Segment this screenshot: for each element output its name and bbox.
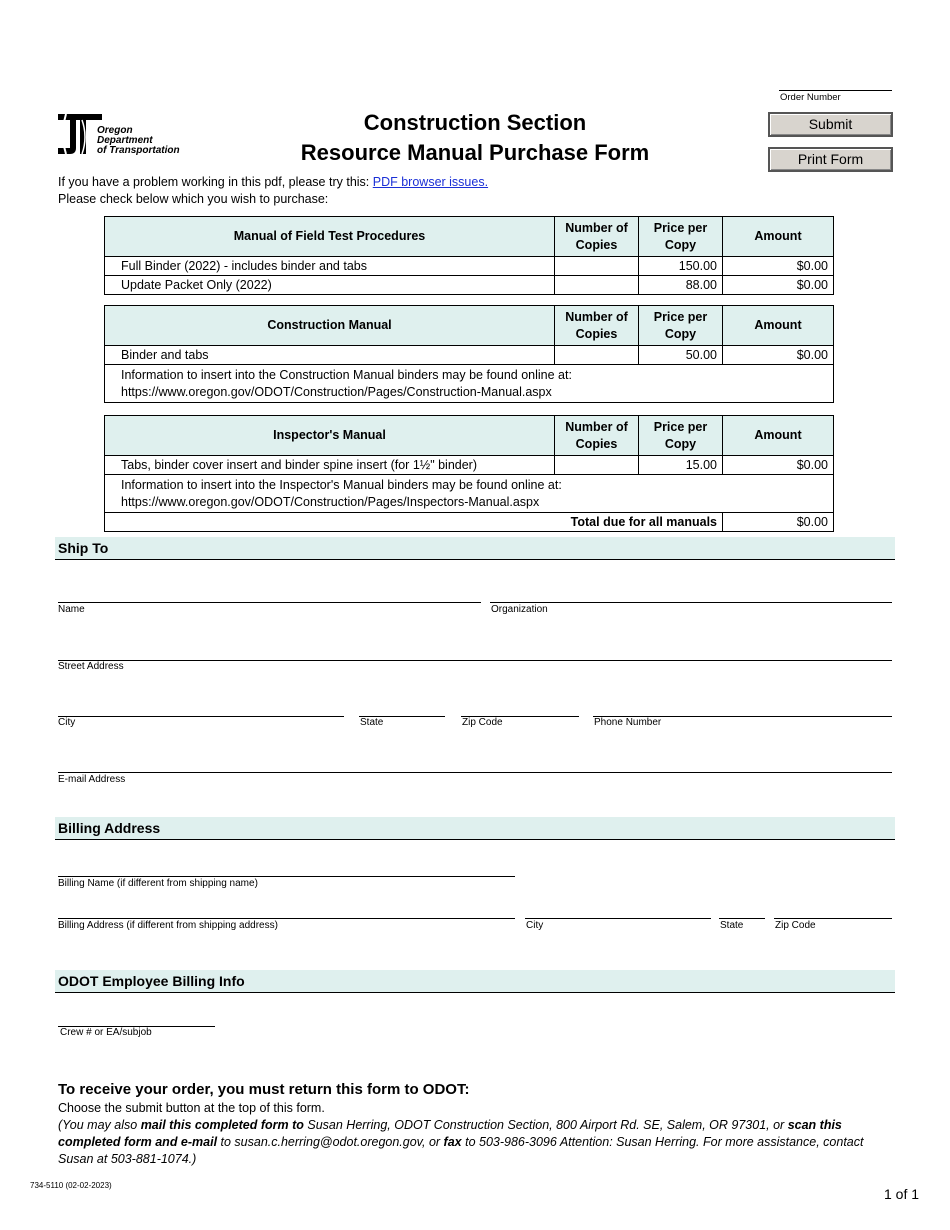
table-row: Update Packet Only (2022) 88.00 $0.00 (105, 276, 834, 295)
total-value: $0.00 (723, 513, 834, 532)
page-number: 1 of 1 (884, 1186, 920, 1202)
page-subtitle: Resource Manual Purchase Form (300, 140, 650, 165)
construction-manual-table (104, 305, 834, 403)
copies-input[interactable] (555, 276, 639, 295)
city-field[interactable] (58, 716, 344, 717)
amount-header: Amount (723, 306, 834, 346)
billing-city-field[interactable] (525, 918, 711, 919)
price-header: Price per Copy (639, 306, 723, 346)
info-row: Information to insert into the Inspector's Manual binders may be found online at: https://www.oregon.gov/ODOT/Construction/Pages/Inspectors-Manual.aspx (105, 475, 834, 513)
order-number-label: Order Number (780, 92, 841, 103)
copies-header: Number of Copies (555, 416, 639, 456)
billing-address-heading: Billing Address (55, 817, 895, 840)
agency-name: Oregon Department of Transportation (97, 125, 180, 156)
table-heading: Inspector's Manual (105, 416, 555, 456)
name-field[interactable] (58, 602, 481, 603)
total-row (105, 513, 834, 532)
copies-header: Number of Copies (555, 217, 639, 257)
field-test-table (104, 216, 834, 295)
page-title: Construction Section (363, 110, 587, 135)
billing-address-field[interactable] (58, 918, 515, 919)
info-row: Information to insert into the Construction Manual binders may be found online at: https://www.oregon.gov/ODOT/Construction/Pages/Construction-Manual.aspx (105, 365, 834, 403)
price-header: Price per Copy (639, 217, 723, 257)
billing-zip-field[interactable] (774, 918, 892, 919)
pdf-browser-link[interactable]: PDF browser issues. (372, 175, 489, 189)
order-number-field[interactable] (779, 90, 892, 91)
construction-manual-url: https://www.oregon.gov/ODOT/Construction/Pages/Construction-Manual.aspx (121, 384, 552, 399)
ship-to-heading: Ship To (55, 537, 895, 560)
copies-input[interactable] (555, 257, 639, 276)
billing-name-field[interactable] (58, 876, 515, 877)
return-instructions-title: To receive your order, you must return this form to ODOT: (58, 1081, 470, 1098)
table-row: Binder and tabs 50.00 $0.00 (105, 346, 834, 365)
price-header: Price per Copy (639, 416, 723, 456)
intro-text: If you have a problem working in this pdf, please try this: PDF browser issues. (58, 175, 489, 189)
billing-state-field[interactable] (719, 918, 765, 919)
form-number: 734-5110 (02-02-2023) (30, 1181, 112, 1190)
amount-header: Amount (723, 416, 834, 456)
street-address-field[interactable] (58, 660, 892, 661)
copies-input[interactable] (555, 346, 639, 365)
copies-input[interactable] (555, 456, 639, 475)
copies-header: Number of Copies (555, 306, 639, 346)
inspector-manual-table (104, 415, 834, 532)
table-row: Full Binder (2022) - includes binder and tabs 150.00 $0.00 (105, 257, 834, 276)
amount-header: Amount (723, 217, 834, 257)
email-field[interactable] (58, 772, 892, 773)
total-label: Total due for all manuals (105, 513, 723, 532)
table-row: Tabs, binder cover insert and binder spine insert (for 1½" binder) 15.00 $0.00 (105, 456, 834, 475)
employee-billing-heading: ODOT Employee Billing Info (55, 970, 895, 993)
intro-instruction: Please check below which you wish to purchase: (58, 192, 329, 206)
inspector-manual-url: https://www.oregon.gov/ODOT/Construction/Pages/Inspectors-Manual.aspx (121, 494, 540, 509)
table-heading: Construction Manual (105, 306, 555, 346)
submit-button[interactable]: Submit (768, 112, 893, 137)
print-form-button[interactable]: Print Form (768, 147, 893, 172)
return-instruction-details: (You may also mail this completed form to Susan Herring, ODOT Construction Section, 800 Airport Rd. SE, Salem, OR 97301, or scan this completed form and e-mail to susan.c.herring@odot.oregon.gov, or fax to 503-986-3096 Attention: Susan Herring. For more assistance, contact Susan at 503-881-1074.) (58, 1118, 864, 1166)
return-instruction-line: Choose the submit button at the top of this form. (58, 1101, 325, 1115)
organization-field[interactable] (490, 602, 892, 603)
table-heading: Manual of Field Test Procedures (105, 217, 555, 257)
